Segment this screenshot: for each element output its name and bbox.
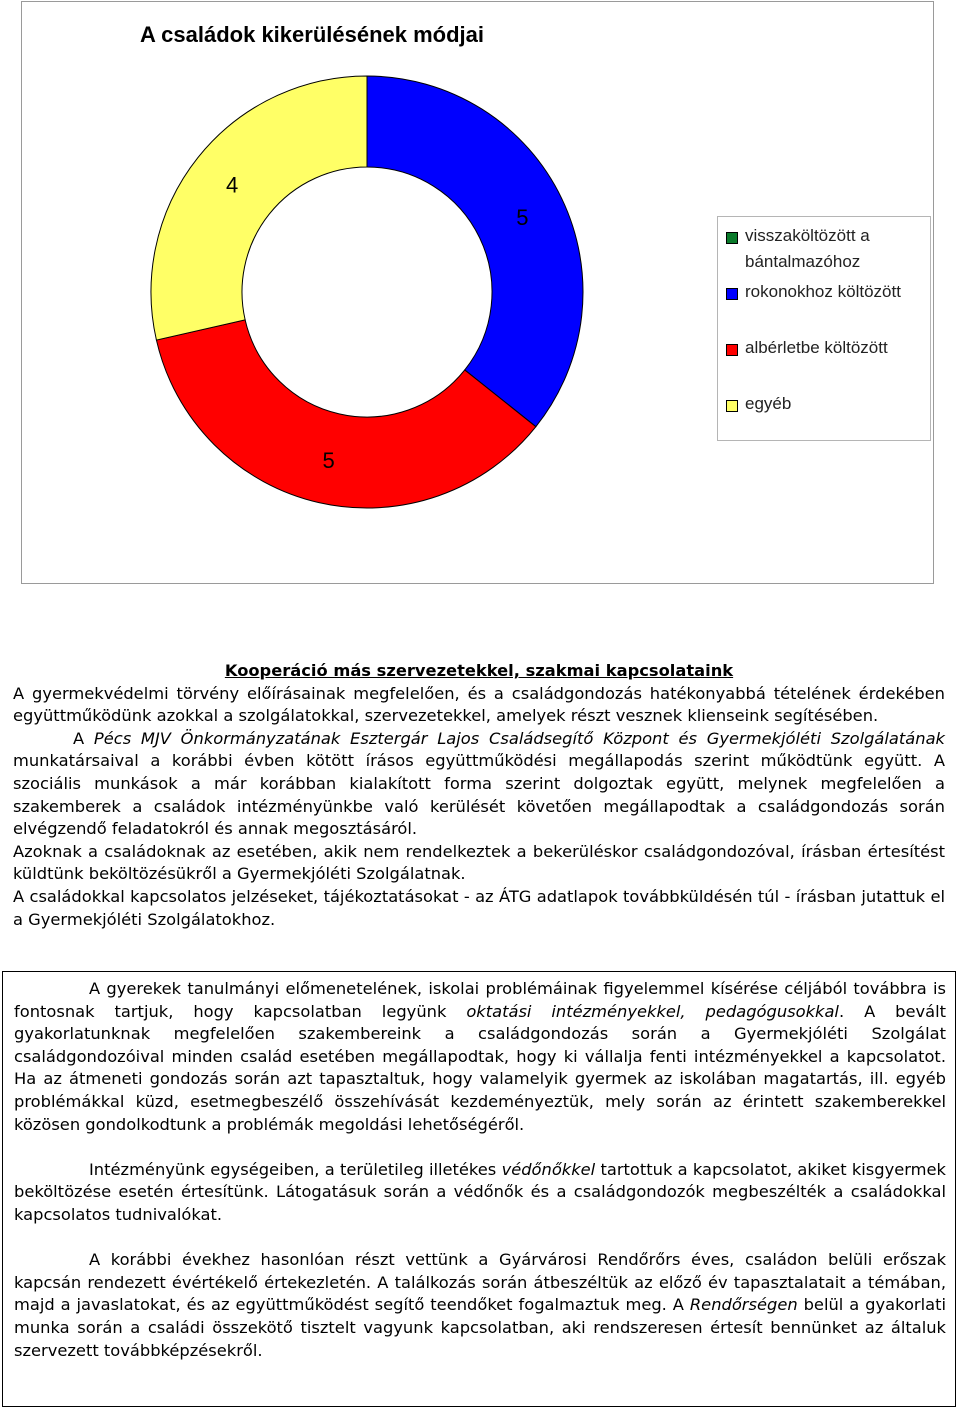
paragraph-law: A gyermekvédelmi törvény előírásainak megfelelően, és a családgondozás hatékonyabbá tételének érdekében együttműködünk azokkal a szolgálatokkal, szervezetekkel, amelyek részt vesznek klienseink segítésében. xyxy=(13,683,945,726)
legend-item-alberletbe xyxy=(726,339,888,361)
donut-label-3: 4 xyxy=(226,172,239,198)
text-run: tartottuk a kapcsolatot, akiket kisgyermek beköltözése esetén értesítünk. Látogatásuk során a védőnők és a családgondozók megbeszélték a családokkal kapcsolatos tudnivalókat. xyxy=(14,1159,946,1224)
text-run: . A bevált gyakorlatunknak megfelelően szakembereink a családgondozás során a Gyermekjóléti Szolgálat családgondozóival minden család esetében megállapodtak, hogy ki vállalja fenti intézményekkel a kapcsolatot. Ha az átmeneti gondozás során azt tapasztaltuk, hogy valamelyik gyermek az iskolában magatartás, ill. egyéb problémákkal küzd, esetmegbeszélő összehívását kezdeményeztük, mely során az érintett szakemberekkel közösen gondolkodtunk a problémák megoldási lehetőségéről. xyxy=(14,1001,947,1134)
paragraph-police xyxy=(14,1249,946,1362)
legend-item-visszakoltozott xyxy=(726,227,930,275)
text-run: belül a gyakorlati munka során a családi összekötő tisztelt vagyunk kapcsolatban, aki rendszeresen értesít bennünket az általuk szervezett továbbképzésekről. xyxy=(14,1295,947,1360)
section-heading: Kooperáció más szervezetekkel, szakmai kapcsolataink xyxy=(224,661,734,680)
paragraph-notification: Azoknak a családoknak az esetében, akik nem rendelkeztek a bekerüléskor családgondozóval, írásban értesítést küldtünk beköltözésükről a Gyermekjóléti Szolgálatnak. xyxy=(13,841,945,884)
paragraph-schools xyxy=(14,978,946,1136)
text-run: A xyxy=(73,728,94,748)
legend-label: visszaköltözött a bántalmazóhoz xyxy=(745,226,870,271)
paragraph-nurses xyxy=(14,1159,946,1227)
legend-swatch xyxy=(726,288,738,300)
legend-swatch xyxy=(726,400,738,412)
paragraph-agreement xyxy=(13,728,945,841)
legend-label: egyéb xyxy=(745,394,792,413)
donut-slice-1 xyxy=(367,76,583,427)
legend-item-rokonokhoz xyxy=(726,283,901,305)
donut-slice-3 xyxy=(151,76,367,340)
text-run: Intézményünk egységeiben, a területileg illetékes xyxy=(89,1159,502,1179)
italic-run: Rendőrségen xyxy=(689,1295,798,1315)
text-run: munkatársaival a korábbi évben kötött írásos együttműködési megállapodás szerint működtünk együtt. A szociális munkások a már korábban kialakított forma szerint dolgoztak együtt, melynek megfelelően a szakemberek a családok intézményünkbe való kerülését követően megállapodtak a családgondozás során elvégzendő feladatokról és annak megosztásáról. xyxy=(13,751,945,839)
chart-frame xyxy=(21,1,934,584)
italic-run: oktatási intézményekkel, pedagógusokkal xyxy=(466,1001,839,1021)
section-cooperation xyxy=(13,660,945,931)
italic-run: Pécs MJV Önkormányzatának Esztergár Lajos Családsegítő Központ és Gyermekjóléti Szolgálatának xyxy=(93,728,945,748)
paragraph-signals: A családokkal kapcsolatos jelzéseket, tájékoztatásokat - az ÁTG adatlapok továbbküldésén túl - írásban jutattuk el a Gyermekjóléti Szolgálatokhoz. xyxy=(13,886,945,929)
legend-item-egyeb xyxy=(726,395,791,417)
legend-label: rokonokhoz költözött xyxy=(745,282,901,301)
legend-swatch xyxy=(726,344,738,356)
donut-label-2: 5 xyxy=(322,448,335,474)
text-run: A korábbi évekhez hasonlóan részt vettünk a Gyárvárosi Rendőrőrs éves, családon belüli erőszak kapcsán rendezett évértékelő értekezletén. A találkozás során átbeszéltük az előző év tapasztalatait a témában, majd a javaslatokat, és az együttműködést segítő teendőket fogalmaztuk meg. A xyxy=(14,1250,946,1315)
donut-label-1: 5 xyxy=(516,205,529,231)
chart-legend xyxy=(717,216,931,441)
italic-run: védőnőkkel xyxy=(501,1159,596,1179)
boxed-section xyxy=(2,971,956,1407)
text-run: A gyerekek tanulmányi előmenetelének, iskolai problémáinak figyelemmel kísérése céljából továbbra is fontosnak tartjuk, hogy kapcsolatban legyünk xyxy=(14,979,946,1021)
legend-swatch xyxy=(726,232,738,244)
legend-label: albérletbe költözött xyxy=(745,338,888,357)
chart-title: A családok kikerülésének módjai xyxy=(139,22,485,47)
